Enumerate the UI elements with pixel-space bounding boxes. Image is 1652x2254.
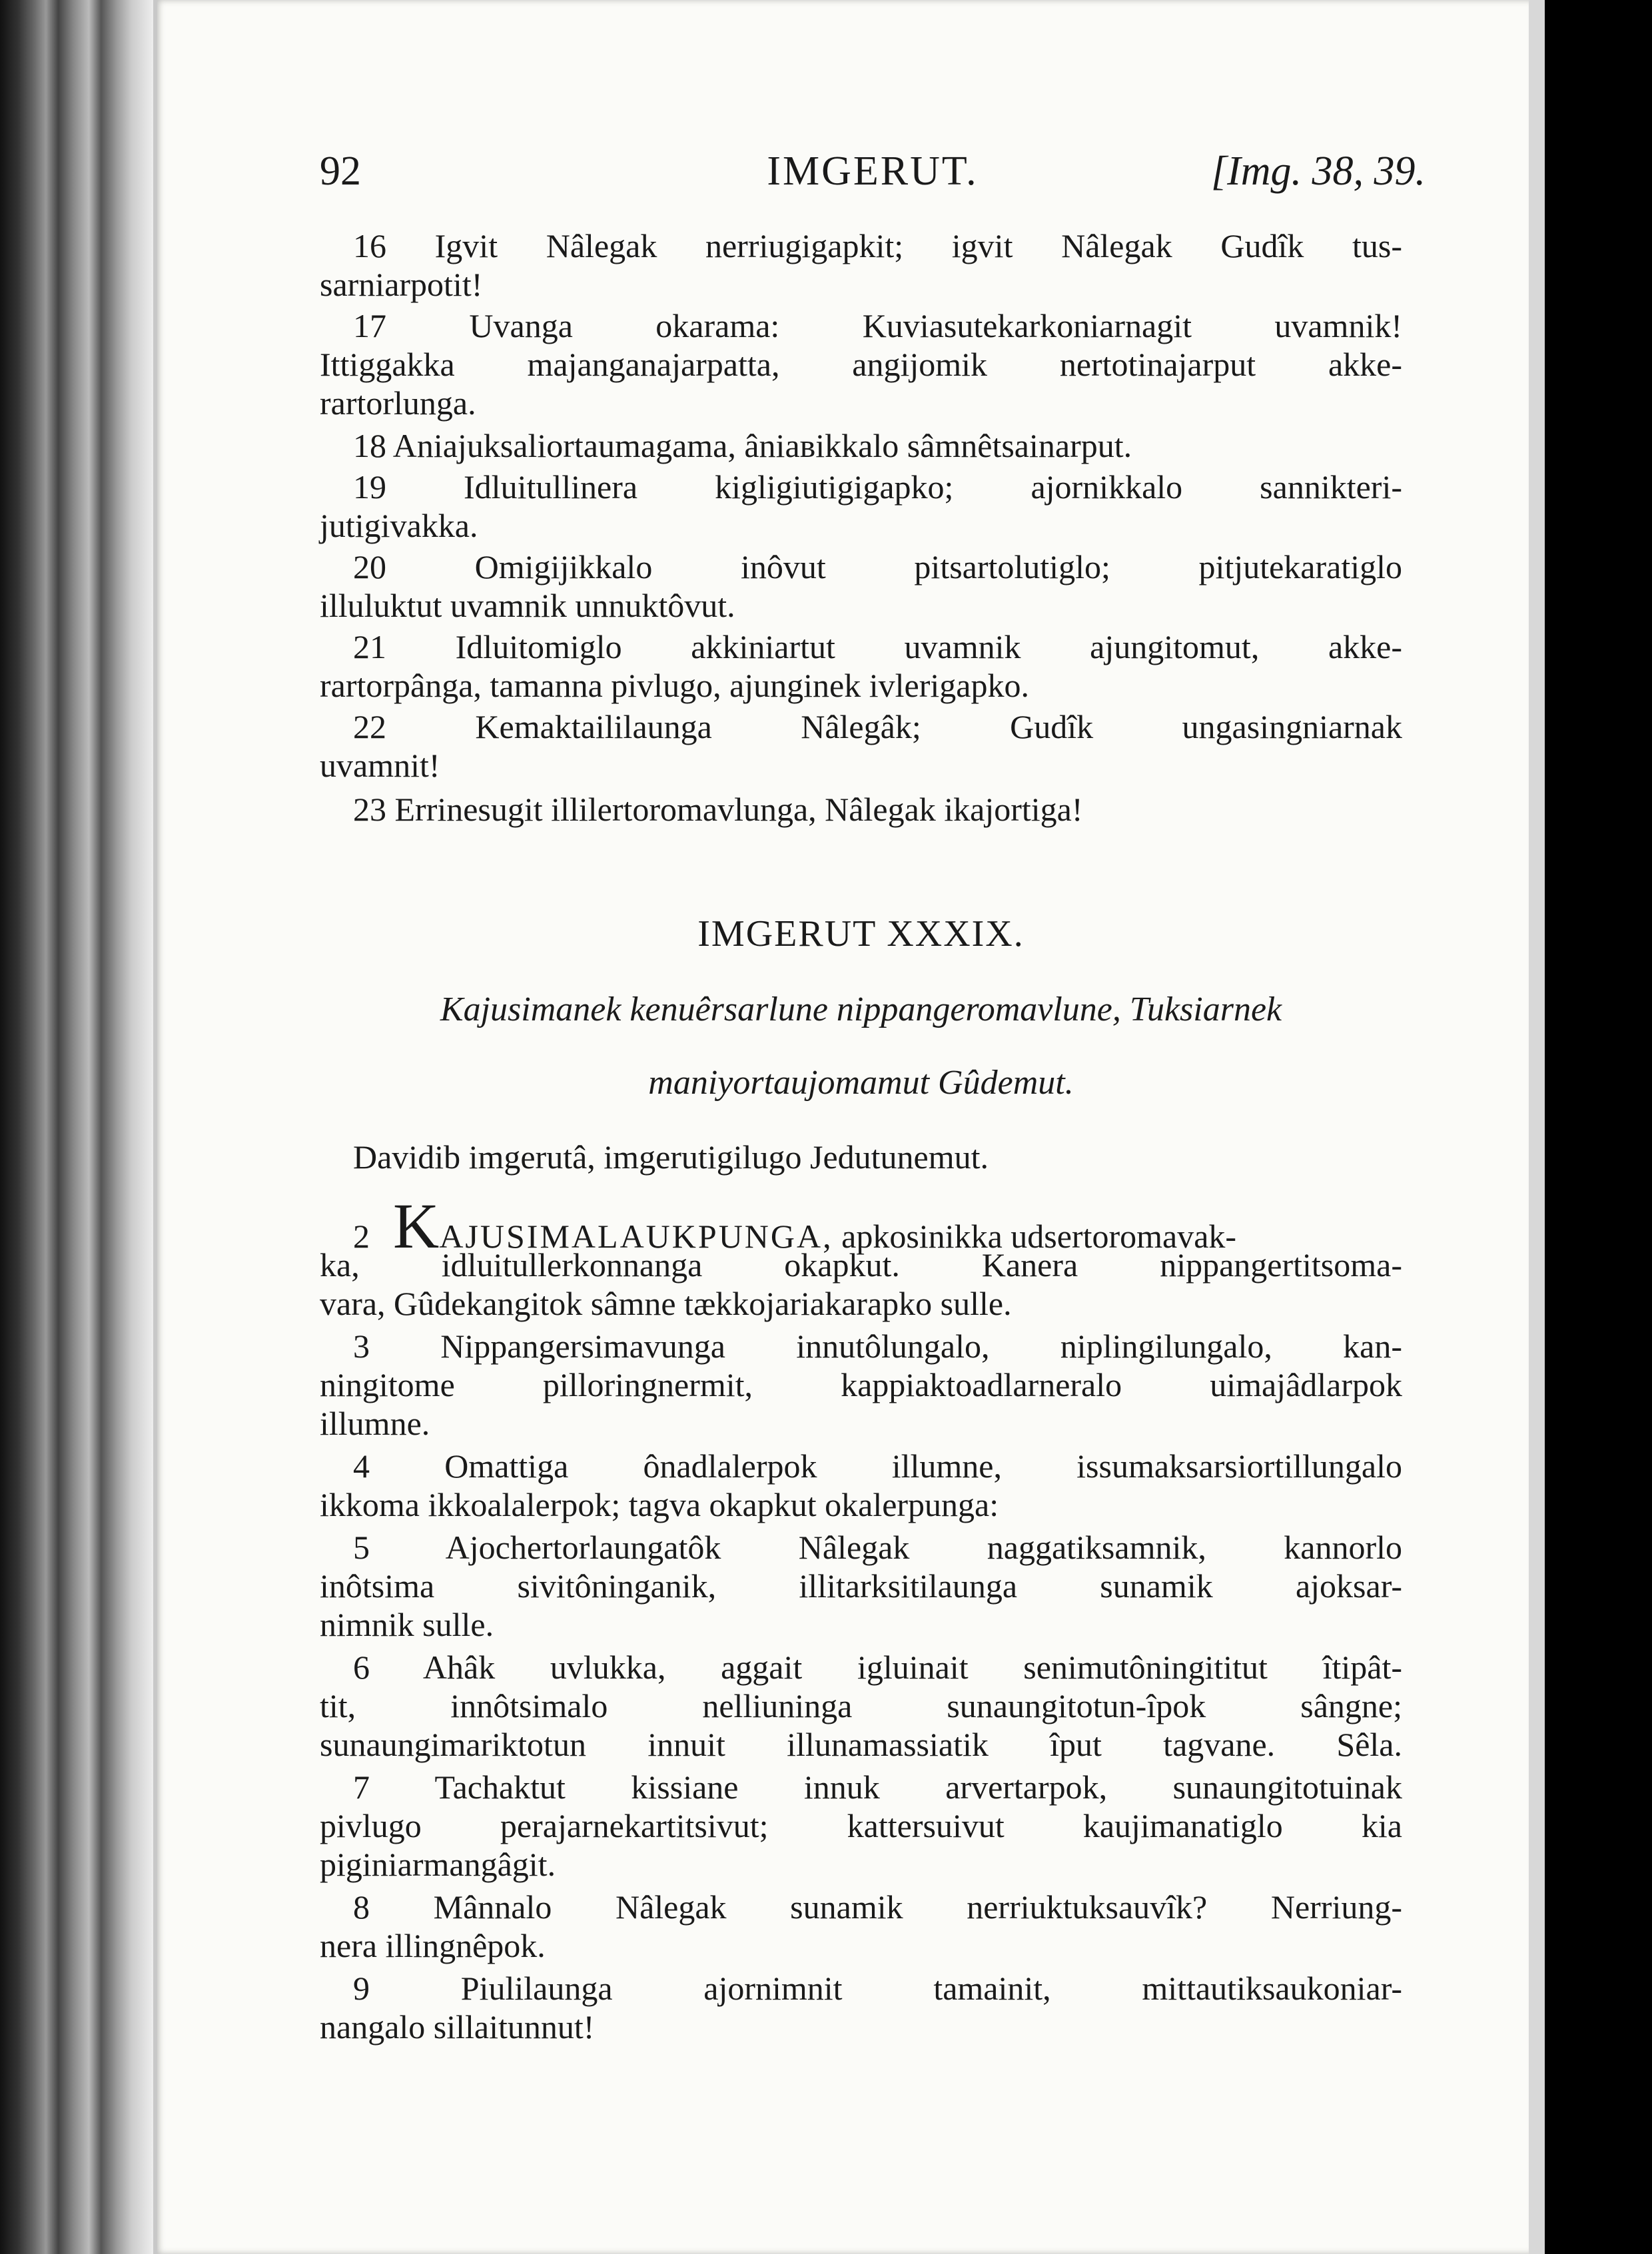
page-gutter-shadow: [153, 0, 157, 2254]
page-number: 92: [320, 149, 361, 194]
small-caps-opening: AJUSIMALAUKPUNGA,: [439, 1218, 833, 1255]
text-line: 5 Ajochertorlaungatôk Nâlegak naggatiksamnik, kannorlo: [353, 1529, 1402, 1566]
verse-number: 2: [353, 1218, 370, 1255]
psalm-summary-line: Kajusimanek kenuêrsarlune nippangeromavlune, Tuksiarnek: [440, 990, 1282, 1028]
text-line: piginiarmangâgit.: [320, 1846, 556, 1883]
running-title: IMGERUT.: [767, 149, 979, 194]
superscription: Davidib imgerutâ, imgerutigilugo Jedutunemut.: [353, 1138, 989, 1176]
text-line: illuluktut uvamnik unnuktôvut.: [320, 587, 735, 624]
text-line: 19 Idluitullinera kigligiutigigapko; ajornikkalo sannikteri-: [353, 468, 1402, 506]
running-reference: [Img. 38, 39.: [1210, 149, 1426, 194]
text-line: vara, Gûdekangitok sâmne tækkojariakarapko sulle.: [320, 1285, 1012, 1322]
page-fore-edge: [1529, 0, 1545, 2254]
text-line: ningitome pilloringnermit, kappiaktoadlarneralo uimajâdlarpok: [320, 1366, 1402, 1403]
scan-margin-right: [1545, 0, 1652, 2254]
text-line: nera illingnêpok.: [320, 1927, 546, 1964]
text-line: pivlugo perajarnekartitsivut; kattersuivut kaujimanatiglo kia: [320, 1807, 1402, 1844]
text-line: nangalo sillaitunnut!: [320, 2008, 595, 2046]
psalm-summary-line: maniyortaujomamut Gûdemut.: [648, 1064, 1074, 1102]
text-line: 23 Errinesugit illilertoromavlunga, Nâlegak ikajortiga!: [353, 791, 1083, 828]
text-line: 21 Idluitomiglo akkiniartut uvamnik ajungitomut, akke-: [353, 628, 1402, 665]
running-head: [320, 148, 1426, 201]
text-line: illumne.: [320, 1405, 430, 1442]
text-line: 4 Omattiga ônadlalerpok illumne, issumaksarsiortillungalo: [353, 1447, 1402, 1485]
text-line: 18 Aniajuksaliortaumagama, âniaвikkalo sâmnêtsainarput.: [353, 427, 1132, 464]
text-line: rartorpânga, tamanna pivlugo, ajunginek ivlerigapko.: [320, 667, 1029, 704]
text-line: rartorlunga.: [320, 384, 476, 422]
text-line: 6 Ahâk uvlukka, aggait igluinait senimutôningititut îtipât-: [353, 1649, 1402, 1686]
text-line: 20 Omigijikkalo inôvut pitsartolutiglo; pitjutekaratiglo: [353, 548, 1402, 585]
text-line: 17 Uvanga okarama: Kuviasutekarkoniarnagit uvamnik!: [353, 307, 1402, 344]
text-line: ka, idluitullerkonnanga okapkut. Kanera nippangertitsoma-: [320, 1246, 1402, 1284]
text-line: 9 Piulilaunga ajornimnit tamainit, mittautiksaukoniar-: [353, 1970, 1402, 2007]
initial-capital: K: [393, 1190, 440, 1262]
psalm-heading: IMGERUT XXXIX.: [697, 913, 1025, 954]
text-line: jutigivakka.: [320, 507, 478, 544]
verse-text: apkosinikka udsertoromavak-: [833, 1218, 1237, 1255]
text-line: tit, innôtsimalo nelliuninga sunaungitotun-îpok sângne;: [320, 1687, 1402, 1724]
text-line: 8 Mânnalo Nâlegak sunamik nerriuktuksauvîk? Nerriung-: [353, 1888, 1402, 1926]
text-line: 16 Igvit Nâlegak nerriugigapkit; igvit Nâlegak Gudîk tus-: [353, 227, 1402, 264]
text-line: sarniarpotit!: [320, 266, 483, 303]
text-line: 3 Nippangersimavunga innutôlungalo, niplingilungalo, kan-: [353, 1327, 1402, 1365]
text-line: inôtsima sivitôninganik, illitarksitilaunga sunamik ajoksar-: [320, 1567, 1402, 1605]
book-binding-edge: [0, 0, 153, 2254]
text-line: nimnik sulle.: [320, 1606, 494, 1643]
text-line: Ittiggakka majanganajarpatta, angijomik nertotinajarput akke-: [320, 346, 1402, 383]
text-line: 22 Kemaktaililaunga Nâlegâk; Gudîk ungasingniarnak: [353, 708, 1402, 745]
text-line: sunaungimariktotun innuit illunamassiatik îput tagvane. Sêla.: [320, 1726, 1402, 1763]
text-line: ikkoma ikkoalalerpok; tagva okapkut okalerpunga:: [320, 1486, 999, 1523]
text-line: uvamnit!: [320, 747, 440, 784]
text-line: 7 Tachaktut kissiane innuk arvertarpok, sunaungitotuinak: [353, 1768, 1402, 1806]
